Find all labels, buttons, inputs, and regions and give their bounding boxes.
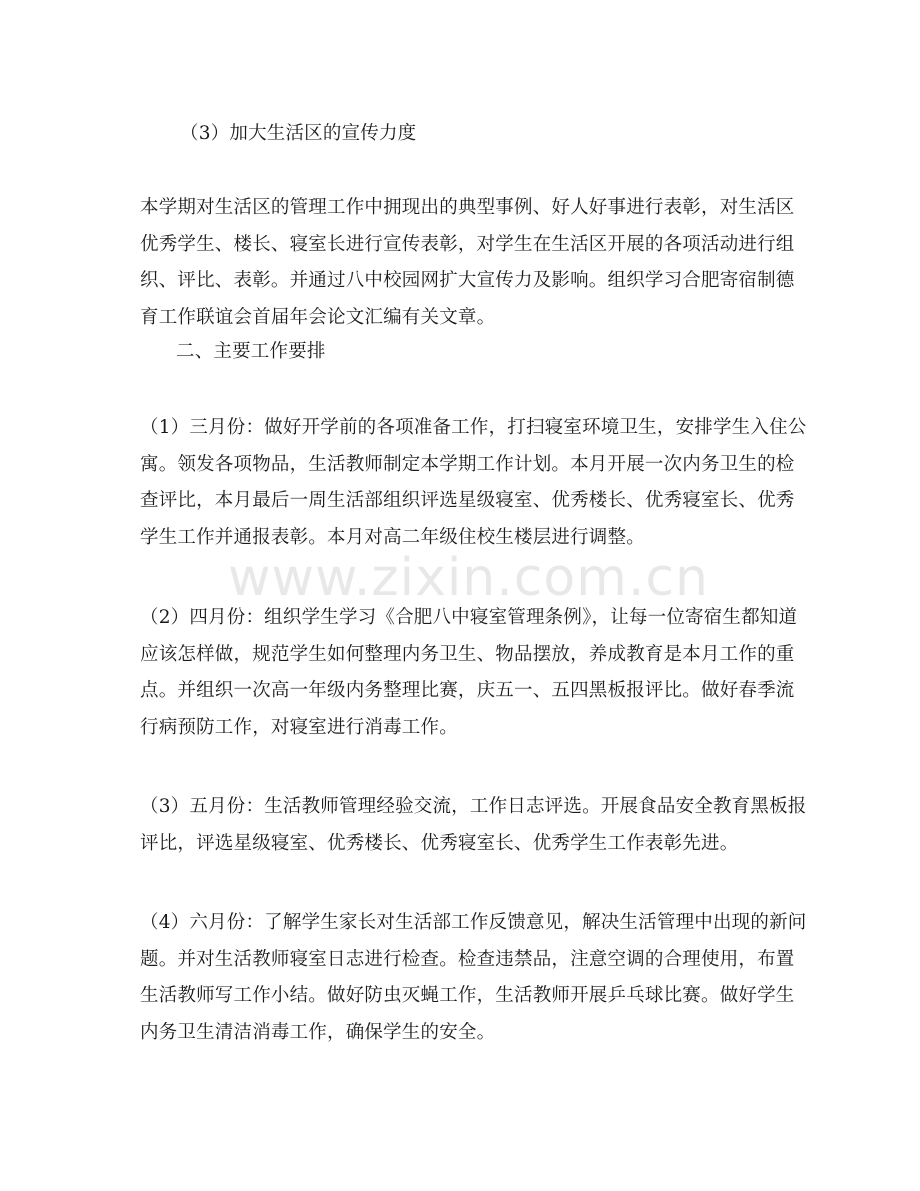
paragraph-line: 寓。领发各项物品，生活教师制定本学期工作计划。本月开展一次内务卫生的检 [140,453,795,475]
paragraph-line: 行病预防工作，对寝室进行消毒工作。 [140,716,458,738]
paragraph-line: 育工作联谊会首届年会论文汇编有关文章。 [140,306,496,328]
paragraph-line: 应该怎样做，规范学生如何整理内务卫生、物品摆放，养成教育是本月工作的重 [140,643,795,665]
paragraph-line: 本学期对生活区的管理工作中拥现出的典型事例、好人好事进行表彰，对生活区 [140,197,795,218]
paragraph-line: 生活教师写工作小结。做好防虫灭蝇工作，生活教师开展乒乓球比赛。做好学生 [140,985,795,1006]
paragraph-line: 学生工作并通报表彰。本月对高二年级住校生楼层进行调整。 [140,526,645,548]
paragraph-line: （2）四月份：组织学生学习《合肥八中寝室管理条例》，让每一位寄宿生都知道 [140,607,798,628]
watermark-text: www.zixin.com.cn [228,548,709,608]
paragraph-line: 查评比，本月最后一周生活部组织评选星级寝室、优秀楼长、优秀寝室长、优秀 [140,490,795,511]
paragraph-line: （4）六月份：了解学生家长对生活部工作反馈意见，解决生活管理中出现的新问 [140,912,807,933]
paragraph-publicity [140,190,795,336]
paragraph-line: 织、评比、表彰。并通过八中校园网扩大宣传力及影响。组织学习合肥寄宿制德 [140,270,795,291]
subheading-publicity: （3）加大生活区的宣传力度 [180,123,417,144]
paragraph-line: 内务卫生清洁消毒工作，确保学生的安全。 [140,1021,496,1043]
paragraph-line: 点。并组织一次高一年级内务整理比赛，庆五一、五四黑板报评比。做好春季流 [140,680,795,701]
section-heading-main-work: 二、主要工作要排 [176,341,326,362]
paragraph-may [140,789,807,862]
paragraph-line: （1）三月份：做好开学前的各项准备工作，打扫寝室环境卫生，安排学生入住公 [140,417,807,438]
paragraph-line: （3）五月份：生活教师管理经验交流，工作日志评选。开展食品安全教育黑板报 [140,796,807,817]
paragraph-line: 题。并对生活教师寝室日志进行检查。检查违禁品，注意空调的合理使用，布置 [140,948,795,970]
paragraph-line: 评比，评选星级寝室、优秀楼长、优秀寝室长、优秀学生工作表彰先进。 [140,832,739,854]
paragraph-june [140,905,807,1051]
paragraph-april [140,600,798,746]
paragraph-line: 优秀学生、楼长、寝室长进行宣传表彰，对学生在生活区开展的各项活动进行组 [140,233,795,255]
paragraph-march [140,410,807,556]
